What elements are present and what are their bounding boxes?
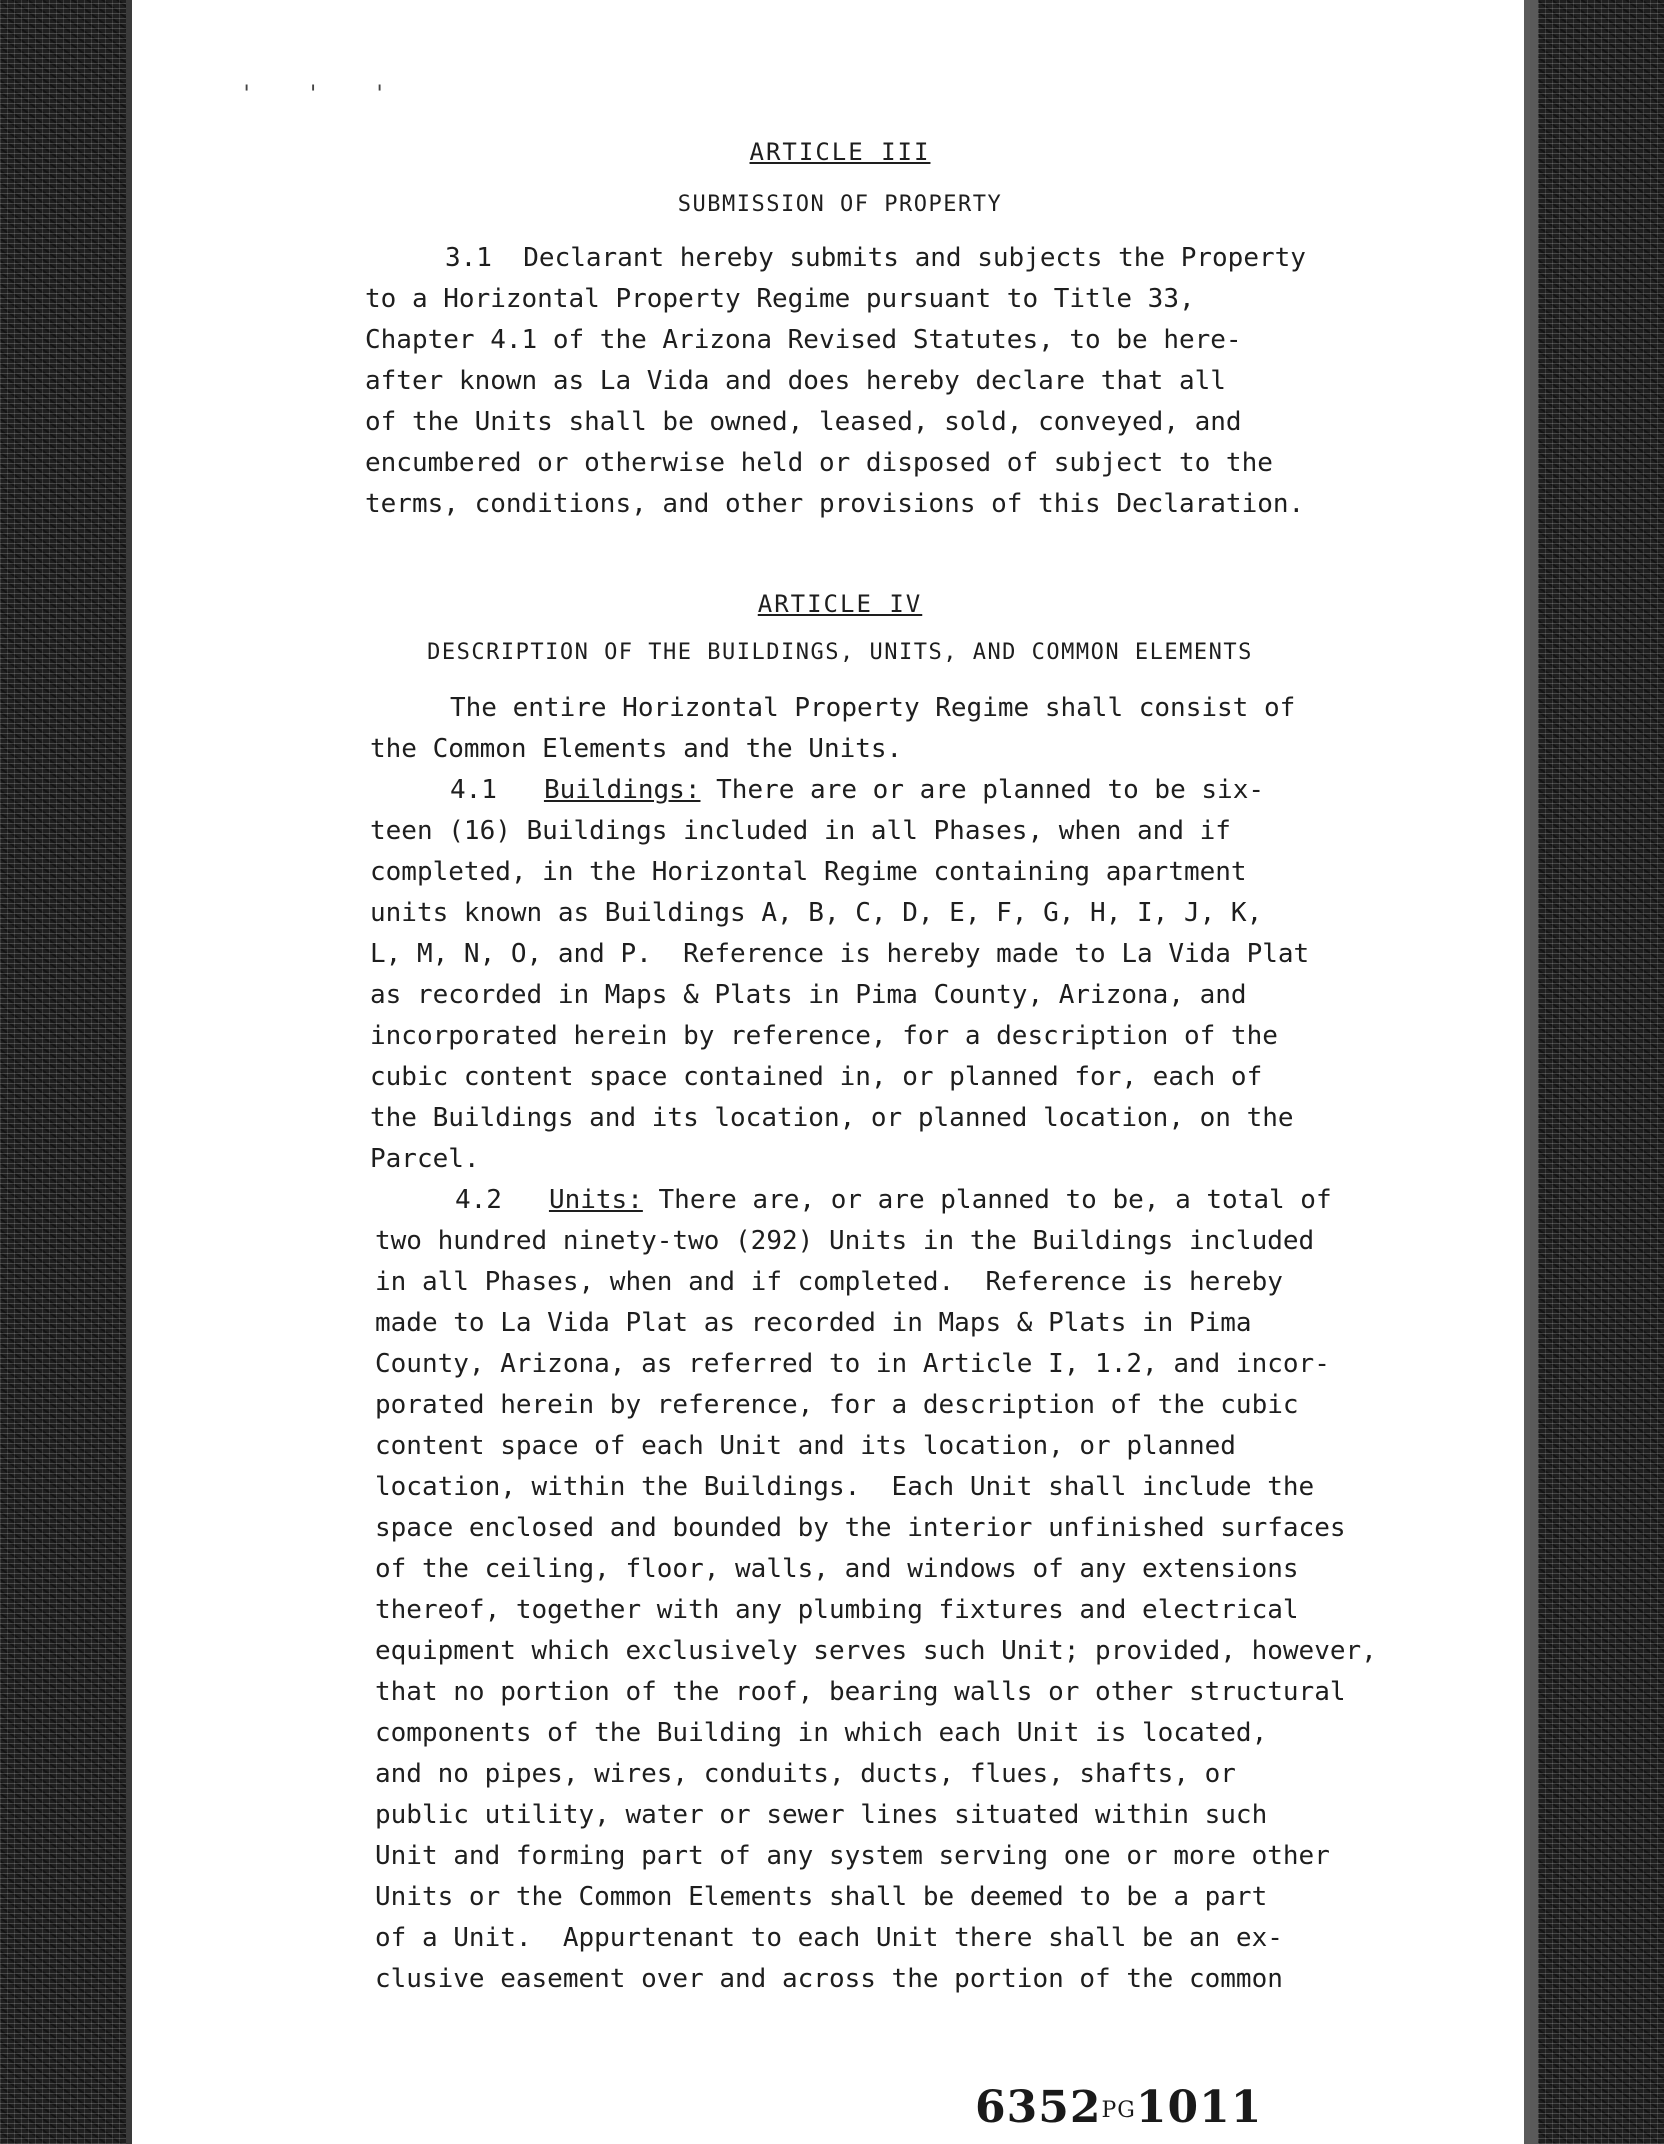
section-title: Buildings:	[543, 775, 701, 805]
text-run: There are, or are planned to be, a total of	[642, 1185, 1332, 1215]
text-line: location, within the Buildings. Each Unit shall include the	[375, 1472, 1315, 1502]
text-line: equipment which exclusively serves such Unit; provided, however,	[375, 1636, 1377, 1666]
text-line: the Buildings and its location, or planned location, on the	[370, 1103, 1294, 1133]
text-line: Chapter 4.1 of the Arizona Revised Statutes, to be here-	[365, 325, 1242, 355]
text-line: the Common Elements and the Units.	[370, 734, 903, 764]
section-title: Units:	[548, 1185, 643, 1215]
section-4-1-first-line	[370, 770, 1309, 811]
text-line: Units or the Common Elements shall be deemed to be a part	[375, 1882, 1268, 1912]
text-line: of the Units shall be owned, leased, sold, conveyed, and	[365, 407, 1242, 437]
article-3-subheading: SUBMISSION OF PROPERTY	[677, 192, 1003, 217]
text-line: completed, in the Horizontal Regime containing apartment	[370, 857, 1247, 887]
text-line: Parcel.	[370, 1144, 480, 1174]
text-line: two hundred ninety-two (292) Units in the Buildings included	[375, 1226, 1315, 1256]
text-line: made to La Vida Plat as recorded in Maps & Plats in Pima	[375, 1308, 1252, 1338]
text-line: terms, conditions, and other provisions of this Declaration.	[365, 489, 1305, 519]
margin-marks: ' ' '	[240, 82, 407, 107]
text-line: as recorded in Maps & Plats in Pima County, Arizona, and	[370, 980, 1247, 1010]
text-line: L, M, N, O, and P. Reference is hereby made to La Vida Plat	[370, 939, 1310, 969]
text-line: County, Arizona, as referred to in Article I, 1.2, and incor-	[375, 1349, 1330, 1379]
article-4-heading: ARTICLE IV	[757, 590, 923, 618]
text-line: after known as La Vida and does hereby declare that all	[365, 366, 1226, 396]
docket-page-stamp	[975, 2082, 1262, 2133]
text-line: clusive easement over and across the portion of the common	[375, 1964, 1283, 1994]
section-number: 4.1	[450, 775, 497, 805]
article-3-heading: ARTICLE III	[749, 138, 931, 166]
text-line: 3.1 Declarant hereby submits and subjects the Property	[445, 243, 1306, 273]
text-line: and no pipes, wires, conduits, ducts, flues, shafts, or	[375, 1759, 1236, 1789]
text-line: of a Unit. Appurtenant to each Unit there shall be an ex-	[375, 1923, 1283, 1953]
text-line: encumbered or otherwise held or disposed of subject to the	[365, 448, 1273, 478]
text-line: that no portion of the roof, bearing walls or other structural	[375, 1677, 1346, 1707]
article-4-subheading: DESCRIPTION OF THE BUILDINGS, UNITS, AND COMMON ELEMENTS	[427, 640, 1253, 665]
text-line: space enclosed and bounded by the interior unfinished surfaces	[375, 1513, 1346, 1543]
text-line: in all Phases, when and if completed. Reference is hereby	[375, 1267, 1283, 1297]
scan-edge-left	[0, 0, 132, 2144]
section-4-2-units	[375, 1180, 1377, 2000]
docket-separator: PG	[1101, 2098, 1136, 2123]
article-4-intro	[370, 688, 1295, 770]
section-4-2-first-line	[375, 1180, 1377, 1221]
section-4-1-buildings	[370, 770, 1309, 1180]
text-line: cubic content space contained in, or planned for, each of	[370, 1062, 1263, 1092]
text-line: The entire Horizontal Property Regime shall consist of	[450, 693, 1296, 723]
text-line: Unit and forming part of any system serving one or more other	[375, 1841, 1330, 1871]
text-line: teen (16) Buildings included in all Phases, when and if	[370, 816, 1231, 846]
page-number: 1011	[1135, 2082, 1263, 2133]
scan-edge-right	[1524, 0, 1664, 2144]
text-line: public utility, water or sewer lines situated within such	[375, 1800, 1268, 1830]
section-number: 4.2	[455, 1185, 502, 1215]
text-line: thereof, together with any plumbing fixtures and electrical	[375, 1595, 1299, 1625]
text-line: components of the Building in which each Unit is located,	[375, 1718, 1268, 1748]
text-line: to a Horizontal Property Regime pursuant to Title 33,	[365, 284, 1195, 314]
text-run: There are or are planned to be six-	[700, 775, 1265, 805]
text-line: content space of each Unit and its location, or planned	[375, 1431, 1236, 1461]
text-line: units known as Buildings A, B, C, D, E, F, G, H, I, J, K,	[370, 898, 1263, 928]
text-line: incorporated herein by reference, for a description of the	[370, 1021, 1278, 1051]
article-3-paragraph	[365, 238, 1306, 525]
text-line: of the ceiling, floor, walls, and windows of any extensions	[375, 1554, 1299, 1584]
text-line: porated herein by reference, for a description of the cubic	[375, 1390, 1299, 1420]
docket-number: 6352	[975, 2082, 1102, 2133]
